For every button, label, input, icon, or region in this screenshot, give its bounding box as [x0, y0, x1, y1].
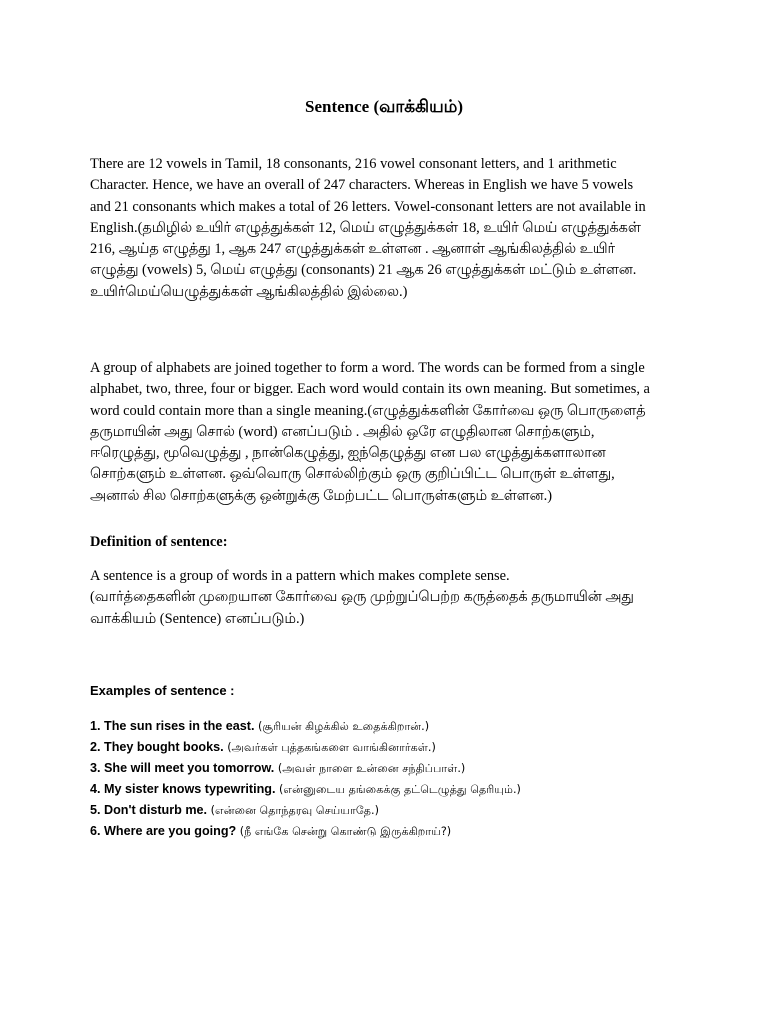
- example-tamil: (அவள் நாளை உன்னை சந்திப்பாள்.): [274, 762, 466, 775]
- paragraph-words: A group of alphabets are joined together to form a word. The words can be formed from a single alphabet, two, three, four or bigger. Each word would contain its own meaning. But sometimes, a word could contain more than a single meaning.(எழுத்துக்களின் கோர்வை ஒரு பொருளைத் தருமாயின் அது சொல் (word) எனப்படும் . அதில் ஒரே எழுதிலான சொற்களும், ஈரெழுத்து, மூவெழுத்து , நான்கெழுத்து, ஐந்தெழுத்து என பல எழுத்துக்களாலான சொற்களும் உள்ளன. ஒவ்வொரு சொல்லிற்கும் ஒரு குறிப்பிட்ட பொருள் உள்ளது, அனால் சில சொற்களுக்கு ஒன்றுக்கு மேற்பட்ட பொருள்களும் உள்ளன.): [90, 360, 650, 504]
- list-item: [90, 737, 690, 758]
- examples-heading: Examples of sentence :: [90, 683, 235, 698]
- example-english: 1. The sun rises in the east.: [90, 719, 255, 733]
- example-english: 6. Where are you going?: [90, 824, 237, 838]
- example-english: 4. My sister knows typewriting.: [90, 782, 276, 796]
- example-tamil: (நீ எங்கே சென்று கொண்டு இருக்கிறாய்?): [236, 825, 452, 838]
- list-item: [90, 779, 690, 800]
- example-english: 2. They bought books.: [90, 740, 224, 754]
- page-title: Sentence (வாக்கியம்): [305, 97, 463, 116]
- example-english: 3. She will meet you tomorrow.: [90, 761, 275, 775]
- paragraph-tamil-letters: There are 12 vowels in Tamil, 18 consonants, 216 vowel consonant letters, and 1 arithmetic Character. Hence, we have an overall of 247 characters. Whereas in English we have 5 vowels and 21 consonants which makes a total of 26 letters. Vowel-consonant letters are not available in English.(தமிழில் உயிர் எழுத்துக்கள் 12, மெய் எழுத்துக்கள் 18, உயிர் மெய் எழுத்துக்கள் 216, ஆய்த எழுத்து 1, ஆக 247 எழுத்துக்கள் உள்ளன . ஆனாள் ஆங்கிலத்தில் உயிர் எழுத்து (vowels) 5, மெய் எழுத்து (consonants) 21 ஆக 26 எழுத்துக்கள் மட்டும் உள்ளன. உயிர்மெய்யெழுத்துக்கள் ஆங்கிலத்தில் இல்லை.): [90, 156, 646, 300]
- example-tamil: (என்னுடைய தங்கைக்கு தட்டெழுத்து தெரியும்.): [275, 783, 521, 796]
- list-item: [90, 821, 690, 842]
- definition-heading: Definition of sentence:: [90, 534, 228, 550]
- list-item: [90, 758, 690, 779]
- example-english: 5. Don't disturb me.: [90, 803, 208, 817]
- example-tamil: (சூரியன் கிழக்கில் உதைக்கிறான்.): [254, 720, 430, 733]
- example-tamil: (அவர்கள் புத்தகங்களை வாங்கினார்கள்.): [223, 741, 436, 754]
- examples-list: [90, 716, 690, 842]
- example-tamil: (என்னை தொந்தரவு செய்யாதே.): [207, 804, 379, 817]
- definition-text: A sentence is a group of words in a pattern which makes complete sense. (வார்த்தைகளின் முறையான கோர்வை ஒரு முற்றுப்பெற்ற கருத்தைக் தருமாயின் அது வாக்கியம் (Sentence) எனப்படும்.): [90, 568, 634, 627]
- list-item: [90, 800, 690, 821]
- list-item: [90, 716, 690, 737]
